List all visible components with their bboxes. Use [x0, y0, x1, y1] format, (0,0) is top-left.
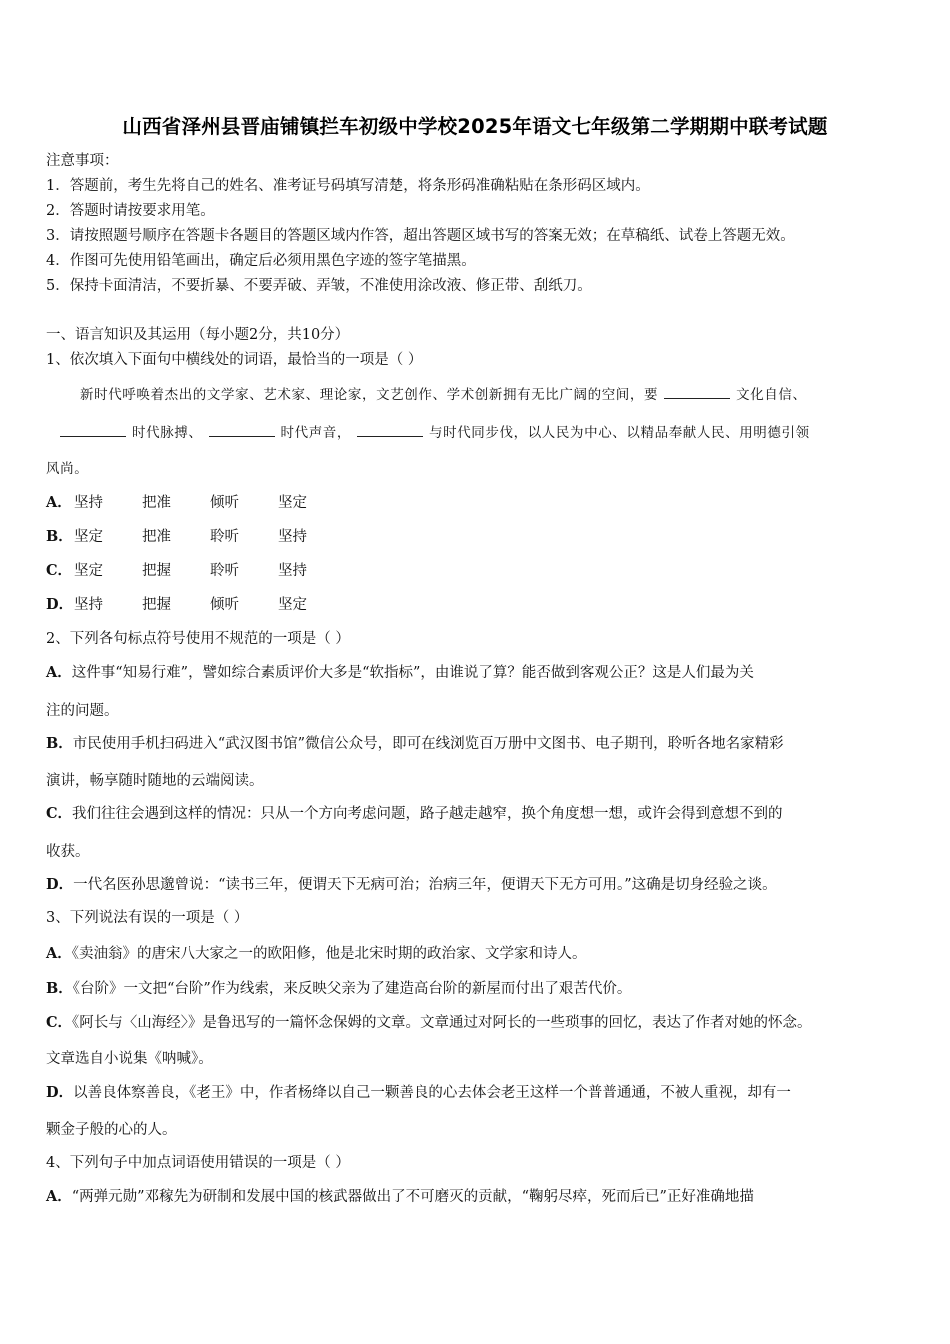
- option-word: 倾听: [210, 597, 239, 613]
- option-a[interactable]: [46, 493, 346, 513]
- option-word: 坚持: [74, 597, 103, 613]
- fill-blank[interactable]: [60, 422, 126, 437]
- option-text: 我们往往会遇到这样的情况：只从一个方向考虑问题，路子越走越窄，换个角度想一想，或许会得到意想不到的: [72, 806, 783, 822]
- fill-blank[interactable]: [357, 422, 423, 437]
- passage-line: [54, 422, 810, 443]
- option-c[interactable]: [46, 804, 783, 824]
- option-text: 《阿长与〈山海经〉》是鲁迅写的一篇怀念保姆的文章。文章通过对阿长的一些琐事的回忆，表达了作者对她的怀念。: [72, 1015, 812, 1031]
- option-label: B．: [46, 528, 73, 545]
- option-label: A．: [46, 664, 72, 681]
- option-a[interactable]: [46, 663, 754, 683]
- option-text-cont: 文章选自小说集《呐喊》。: [46, 1051, 213, 1067]
- option-text-cont: 演讲，畅享随时随地的云端阅读。: [46, 773, 264, 789]
- notice-item: 5．保持卡面清洁，不要折暴、不要弄破、弄皱，不准使用涂改液、修正带、刮纸刀。: [46, 278, 592, 294]
- fill-blank[interactable]: [209, 422, 275, 437]
- option-d[interactable]: [46, 875, 777, 895]
- notice-item: 1．答题前，考生先将自己的姓名、准考证号码填写清楚，将条形码准确粘贴在条形码区域内。: [46, 178, 650, 194]
- notice-heading: 注意事项：: [46, 153, 119, 169]
- question-stem-3: 3、下列说法有误的一项是（ ）: [46, 910, 249, 926]
- option-b[interactable]: [46, 734, 784, 754]
- option-label: A．: [46, 494, 72, 511]
- question-stem-2: 2、下列各句标点符号使用不规范的一项是（ ）: [46, 631, 350, 647]
- passage-text: 文化自信、: [736, 387, 807, 403]
- passage-text: 与时代同步伐，以人民为中心、以精品奉献人民、用明德引领: [429, 425, 810, 441]
- section-heading: 一、语言知识及其运用（每小题2分，共10分）: [46, 327, 350, 343]
- option-label: D．: [46, 876, 74, 893]
- option-word: 坚定: [74, 563, 103, 579]
- option-b[interactable]: [46, 527, 346, 547]
- option-label: C．: [46, 562, 73, 579]
- option-text: 市民使用手机扫码进入“武汉图书馆”微信公众号，即可在线浏览百万册中文图书、电子期刊，聆听各地名家精彩: [72, 736, 784, 752]
- passage-text: 新时代呼唤着杰出的文学家、艺术家、理论家，文艺创作、学术创新拥有无比广阔的空间，要: [80, 387, 659, 403]
- option-b[interactable]: [46, 979, 631, 999]
- option-word: 坚持: [278, 563, 307, 579]
- option-label: A．: [46, 945, 72, 962]
- option-text: 以善良体察善良，《老王》中，作者杨绛以自己一颗善良的心去体会老王这样一个普普通通，不被人重视，却有一: [73, 1085, 791, 1101]
- option-d[interactable]: [46, 1083, 791, 1103]
- option-label: B．: [46, 980, 73, 997]
- option-word: 聆听: [210, 529, 239, 545]
- option-label: C．: [46, 805, 73, 822]
- option-text: “两弹元勋”邓稼先为研制和发展中国的核武器做出了不可磨灭的贡献，“鞠躬尽瘁，死而后已”正好准确地描: [71, 1189, 754, 1205]
- passage-line: 风尚。: [46, 461, 89, 477]
- option-text-cont: 颗金子般的心的人。: [46, 1122, 177, 1138]
- option-word: 把准: [142, 529, 171, 545]
- option-word: 聆听: [210, 563, 239, 579]
- option-label: D．: [46, 596, 74, 613]
- option-label: A．: [46, 1188, 72, 1205]
- option-word: 把握: [142, 563, 171, 579]
- option-label: B．: [46, 735, 73, 752]
- option-word: 倾听: [210, 495, 239, 511]
- passage-text: 时代脉搏、: [132, 425, 203, 441]
- option-word: 坚定: [74, 529, 103, 545]
- question-stem-1: 1、依次填入下面句中横线处的词语，最恰当的一项是（ ）: [46, 352, 423, 368]
- notice-item: 2．答题时请按要求用笔。: [46, 203, 215, 219]
- option-text-cont: 注的问题。: [46, 703, 119, 719]
- option-a[interactable]: [46, 944, 587, 964]
- option-text: 一代名医孙思邈曾说：“读书三年，便谓天下无病可治；治病三年，便谓天下无方可用。”这确是切身经验之谈。: [73, 877, 777, 893]
- option-c[interactable]: [46, 1013, 812, 1033]
- passage-line: [80, 384, 807, 405]
- option-c[interactable]: [46, 561, 346, 581]
- option-word: 把准: [142, 495, 171, 511]
- passage-text: 时代声音，: [280, 425, 351, 441]
- option-word: 坚定: [278, 597, 307, 613]
- option-label: D．: [46, 1084, 74, 1101]
- notice-item: 3．请按照题号顺序在答题卡各题目的答题区域内作答，超出答题区域书写的答案无效；在草稿纸、试卷上答题无效。: [46, 228, 795, 244]
- option-text-cont: 收获。: [46, 844, 90, 860]
- option-text: 这件事“知易行难”，譬如综合素质评价大多是“软指标”，由谁说了算？能否做到客观公正？这是人们最为关: [71, 665, 754, 681]
- option-label: C．: [46, 1014, 73, 1031]
- option-text: 《台阶》一文把“台阶”作为线索，来反映父亲为了建造高台阶的新屋而付出了艰苦代价。: [72, 981, 632, 997]
- option-a[interactable]: [46, 1187, 754, 1207]
- page-title: 山西省泽州县晋庙铺镇拦车初级中学校2025年语文七年级第二学期期中联考试题: [122, 115, 828, 138]
- option-word: 坚持: [278, 529, 307, 545]
- option-text: 《卖油翁》的唐宋八大家之一的欧阳修，他是北宋时期的政治家、文学家和诗人。: [71, 946, 587, 962]
- notice-item: 4．作图可先使用铅笔画出，确定后必须用黑色字迹的签字笔描黑。: [46, 253, 476, 269]
- option-word: 坚持: [74, 495, 103, 511]
- question-stem-4: 4、下列句子中加点词语使用错误的一项是（ ）: [46, 1155, 350, 1171]
- option-d[interactable]: [46, 595, 346, 615]
- option-word: 坚定: [278, 495, 307, 511]
- option-word: 把握: [142, 597, 171, 613]
- fill-blank[interactable]: [664, 384, 730, 399]
